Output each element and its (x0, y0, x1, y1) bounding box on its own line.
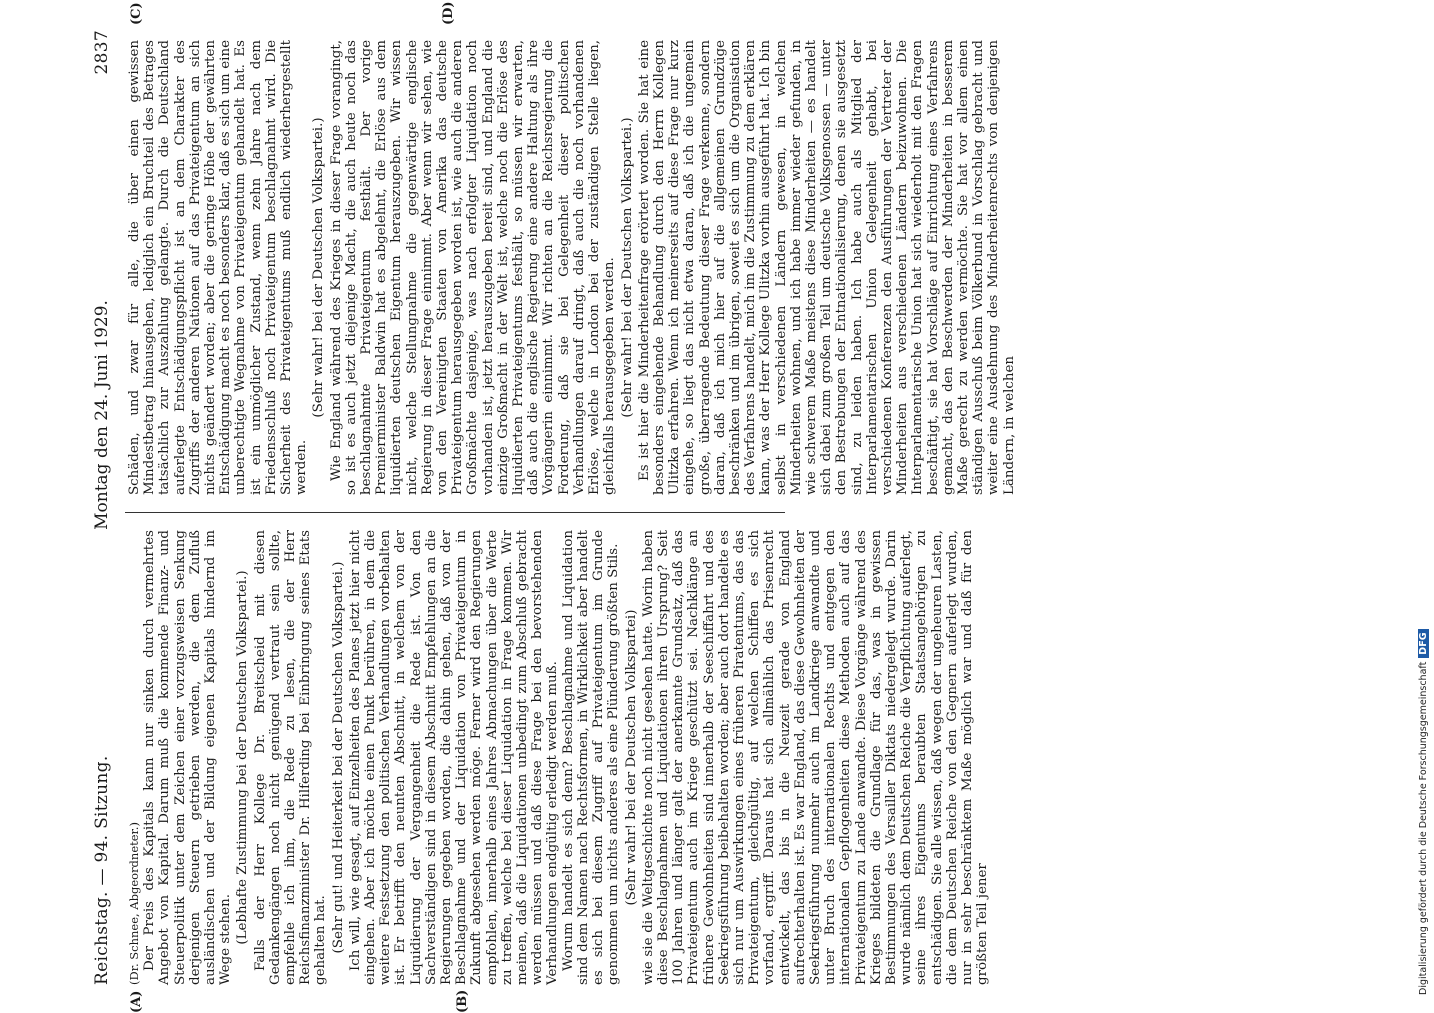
left-column (127, 530, 991, 985)
paragraph: wie sie die Weltgeschichte noch nicht gesehen hatte. Worin haben diese Beschlagnahmen und Liquidationen ihren Ursprung? Seit 100 Jahren und länger galt der anerkannte Grundsatz, daß das Privateigentum auch im Kriege geschützt sei. Nachklänge an frühere Gewohnheiten sind innerhalb der Seeschiffahrt und des Seekriegsführung beibehalten worden; aber auch dort handelte es sich nur um Auswirkungen eines früheren Piratentums, das das Privateigentum, gleichgültig, auf welchen Schiffen es sich vorfand, ergriff. Daraus hat sich allmählich das Prisenrecht entwickelt, das bis in die Neuzeit gerade von England aufrechterhalten ist. Es war England, das diese Gewohnheiten der Seekriegsführung nunmehr auch im Landkriege anwandte und unter Bruch des internationalen Rechts und entgegen den internationalen Gepflogenheiten diese Methoden auch auf das Privateigentum zu Lande anwandte. Diese Vorgänge während des Krieges bildeten die Grundlage für das, was in gewissen Bestimmungen des Versailler Diktats niedergelegt wurde. Darin wurde nämlich dem Deutschen Reiche die Verpflichtung auferlegt, seine ihres Eigentums beraubten Staatsangehörigen zu entschädigen. Sie alle wissen, daß wegen der ungeheuren Lasten, die dem Deutschen Reiche von den Gegnern auferlegt wurden, nur in sehr beschränktem Maße möglich war und daß für den größten Teil jener (640, 530, 991, 985)
paragraph: Schäden, und zwar für alle, die über einen gewissen Mindestbetrag hinausgehen, lediglich ein Bruchteil des Betrages tatsächlich zur Auszahlung gelangte. Durch die Deutschland auferlegte Entschädigungspflicht ist an dem Charakter des Zugriffs der anderen Nationen auf das Privateigentum an sich nichts geändert worden; aber die geringe Höhe der gewährten Entschädigung macht es noch besonders klar, daß es sich um eine unberechtigte Wegnahme von Privateigentum gehandelt hat. Es ist ein unmöglicher Zustand, wenn zehn Jahre nach dem Friedensschluß noch Privateigentum beschlagnahmt wird. Die Sicherheit des Privateigentums muß endlich wiederhergestellt werden. (127, 40, 310, 495)
dfg-logo: DFG (1418, 630, 1429, 658)
right-column (127, 40, 1017, 495)
margin-marker-c: (C) (129, 2, 144, 25)
digitization-watermark (1418, 630, 1429, 996)
rotated-page-content (92, 1, 1017, 1013)
paragraph: Wie England während des Krieges in dieser Frage vorangingt, so ist es auch jetzt diejenige Macht, die auch heute noch das beschlagnahmte Privateigentum festhält. Der vorige Premierminister Baldwin hat es abgelehnt, die Erlöse aus dem liquidierten deutschen Eigentum herauszugeben. Wir wissen nicht, welche Stellungnahme die gegenwärtige englische Regierung in dieser Frage einnimmt. Aber wenn wir sehen, wie von den Vereinigten Staaten von Amerika das deutsche Privateigentum herausgegeben worden ist, wie auch die anderen Großmächte dasjenige, was nach erfolgter Liquidation noch vorhanden ist, jetzt herauszugeben bereit sind, und England die einzige Großmacht in der Welt ist, welche noch die Erlöse des liquidierten Privateigentums festhält, so müssen wir erwarten, daß auch die englische Regierung eine andere Haltung als ihre Vorgängerin einnimmt. Wir richten an die Reichsregierung die Forderung, daß sie bei Gelegenheit dieser politischen Verhandlungen darauf dringt, daß auch die noch vorhandenen Erlöse, welche in London bei der zuständigen Stelle liegen, gleichfalls herausgegeben werden. (328, 40, 618, 495)
paragraph: Worum handelt es sich denn? Beschlagnahme und Liquidation sind dem Namen nach Rechtsformen, in Wirklichkeit aber handelt es sich bei diesem Zugriff auf Privateigentum im Grunde genommen um nichts anderes als eine Plünderung größten Stils. (560, 530, 622, 985)
header-left: Reichstag. — 94. Sitzung. (92, 755, 112, 985)
reaction: (Sehr wahr! bei der Deutschen Volkspartei.) (311, 117, 327, 418)
reaction: (Lebhafte Zustimmung bei der Deutschen Volkspartei.) (235, 570, 251, 945)
paragraph: Der Preis des Kapitals kann nur sinken durch vermehrtes Angebot von Kapital. Darum muß die kommende Finanz- und Steuerpolitik unter dem Zeichen einer vorzugsweisen Senkung derjenigen Steuern getrieben werden, die dem Zufluß ausländischen und der Bildung eigenen Kapitals hindernd im Wege stehen. (142, 530, 234, 985)
page-header (92, 30, 119, 985)
paragraph: Falls der Herr Kollege Dr. Breitscheid mit diesen Gedankengängen noch nicht genügend vertraut sein sollte, empfehle ich ihm, die Rede zu lesen, die der Herr Reichsfinanzminister Dr. Hilferding bei Einbringung seines Etats gehalten hat. (252, 530, 329, 985)
reaction: (Sehr wahr! bei der Deutschen Volkspartei) (623, 609, 639, 906)
header-date: Montag den 24. Juni 1929. (92, 300, 112, 530)
reaction: (Sehr gut! und Heiterkeit bei der Deutschen Volkspartei.) (330, 561, 346, 954)
watermark-text: Digitalisierung gefördert durch die Deutsche Forschungsgemeinschaft (1418, 661, 1429, 995)
paragraph: Es ist hier die Minderheitenfrage erörtert worden. Sie hat eine besonders eingehende Behandlung durch den Herrn Kollegen Ulitzka erfahren. Wenn ich meinerseits auf diese Frage nur kurz eingehe, so liegt das nicht etwa daran, daß ich die ungemein große, überragende Bedeutung dieser Frage verkenne, sondern daran, daß ich mich hier auf die allgemeinen Grundzüge beschränken und im übrigen, soweit es sich um die Organisation des Verfahrens handelt, mich im die Zustimmung zu dem erklären kann, was der Herr Kollege Ulitzka vorhin ausgeführt hat. Ich bin selbst in verschiedenen Ländern gewesen, in welchen Minderheiten wohnen, und ich habe immer wieder gefunden, in wie schwerem Maße meistens diese Minderheiten — es handelt sich dabei zum großen Teil um deutsche Volksgenossen — unter den Bestrebungen der Entnationalisierung, denen sie ausgesetzt sind, zu leiden haben. Ich habe auch als Mitglied der Interparlamentarischen Union Gelegenheit gehabt, bei verschiedenen Konferenzen den Ausführungen der Vertreter der Minderheiten aus verschiedenen Ländern beizuwohnen. Die Interparlamentarische Union hat sich wiederholt mit den Fragen beschäftigt, sie hat Vorschläge auf Einrichtung eines Verfahrens gemacht, das den Beschwerden der Minderheiten in besserem Maße gerecht zu werden vermöchte. Sie hat vor allem einen ständigen Ausschuß beim Völkerbund in Vorschlag gebracht und weiter eine Ausdehnung des Minderheitenrechts von denjenigen Ländern, in welchen (636, 40, 1017, 495)
margin-marker-d: (D) (441, 1, 456, 25)
paragraph: Ich will, wie gesagt, auf Einzelheiten des Planes jetzt hier nicht eingehen. Aber ich möchte einen Punkt berühren, in dem die weitere Festsetzung den politischen Verhandlungen vorbehalten ist. Er betrifft den neunten Abschnitt, in welchem von der Liquidierung der Vergangenheit die Rede ist. Von den Sachverständigen sind in diesem Abschnitt Empfehlungen an die Regierungen gegeben worden, die dahin gehen, daß von der Beschlagnahme und der Liquidation von Privateigentum in Zukunft abgesehen werden möge. Ferner wird den Regierungen empfohlen, innerhalb eines Jahres Abmachungen über die Werte zu treffen, welche bei dieser Liquidation in Frage kommen. Wir meinen, daß die Liquidationen unbedingt zum Abschluß gebracht werden müssen und daß diese Frage bei den bevorstehenden Verhandlungen endgültig erledigt werden muß. (347, 530, 561, 985)
column-divider (125, 512, 785, 513)
page-number: 2837 (92, 30, 112, 75)
margin-marker-b: (B) (455, 989, 470, 1013)
margin-marker-a: (A) (129, 990, 144, 1013)
speaker-line: (Dr. Schnee, Abgeordneter.) (127, 822, 141, 985)
reaction: (Sehr wahr! bei der Deutschen Volkspartei.) (619, 117, 635, 418)
